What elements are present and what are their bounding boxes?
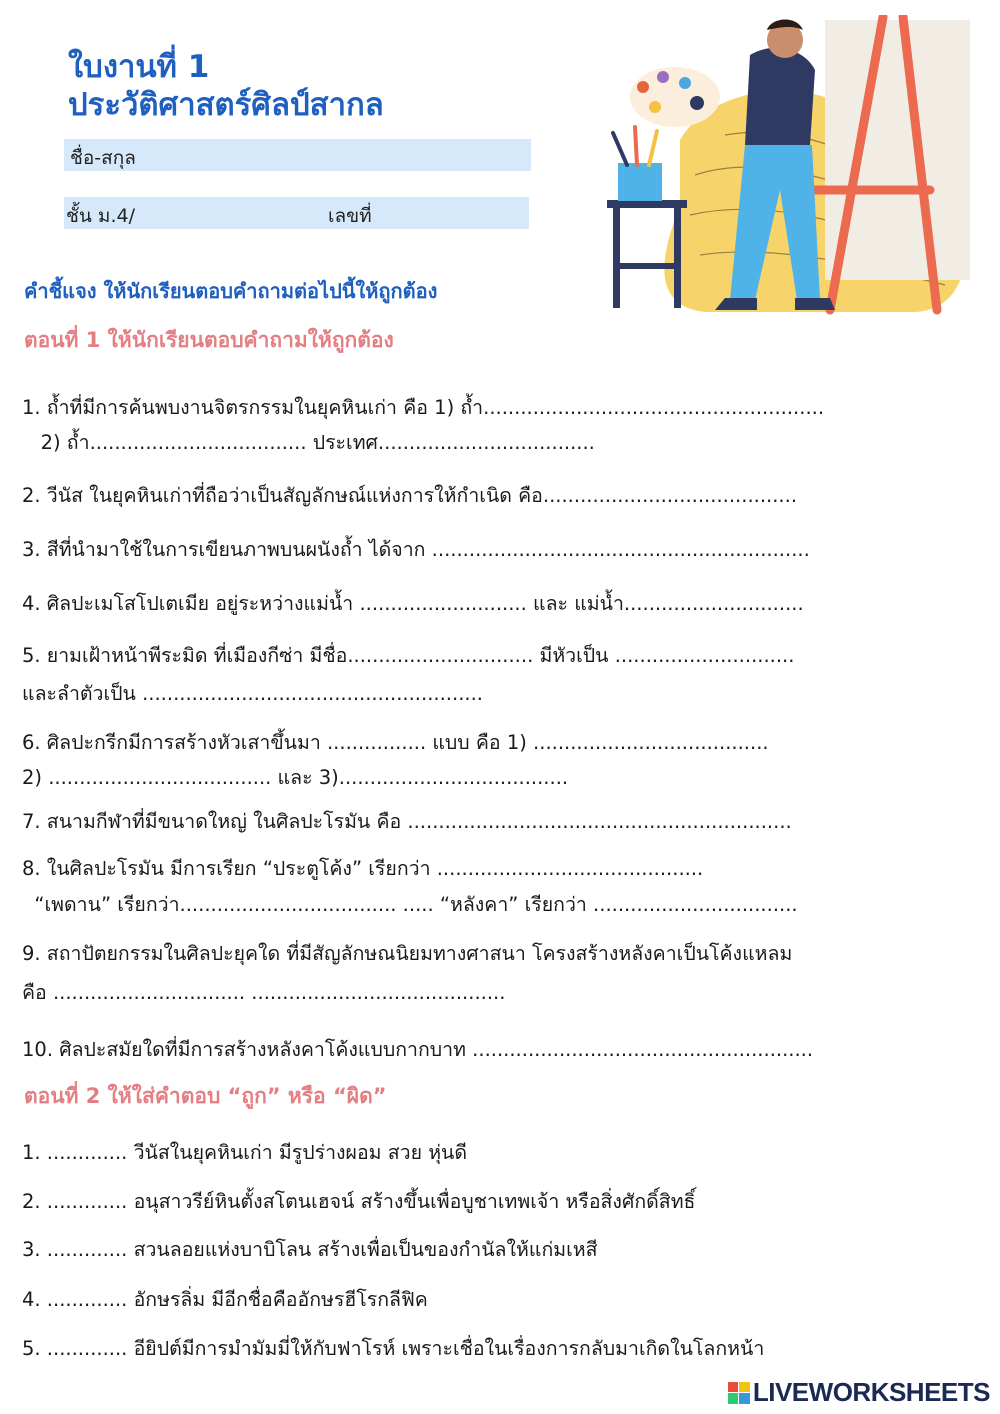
- true-false-line: 2. ............. อนุสาวรีย์หินตั้งสโตนเฮจน์ สร้างขึ้นเพื่อบูชาเทพเจ้า หรือสิ่งศักดิ์สิทธิ์: [22, 1190, 696, 1213]
- question-line: และลำตัวเป็น .......................................................: [22, 682, 483, 705]
- worksheet-title: ใบงานที่ 1: [68, 49, 210, 85]
- question-line: 7. สนามกีฬาที่มีขนาดใหญ่ ในศิลปะโรมัน คือ ..............................................................: [22, 810, 792, 833]
- number-label: เลขที่: [328, 205, 372, 227]
- class-field[interactable]: [64, 197, 529, 229]
- liveworksheets-logo: [728, 1377, 990, 1408]
- question-line: 6. ศิลปะกรีกมีการสร้างหัวเสาขึ้นมา ................ แบบ คือ 1) ......................................: [22, 731, 769, 754]
- question-line: 1. ถ้ำที่มีการค้นพบงานจิตรกรรมในยุคหินเก่า คือ 1) ถ้ำ.......................................................: [22, 396, 825, 419]
- question-line: 4. ศิลปะเมโสโปเตเมีย อยู่ระหว่างแม่น้ำ ........................... และ แม่น้ำ.............................: [22, 592, 804, 615]
- brush-cup: [618, 163, 662, 201]
- question-line: 2) ถ้ำ................................... ประเทศ...................................: [22, 431, 595, 454]
- painter-illustration: [585, 15, 970, 315]
- question-line: 3. สีที่นำมาใช้ในการเขียนภาพบนผนังถ้ำ ได้จาก .............................................................: [22, 538, 810, 561]
- question-line: 2) .................................... และ 3).....................................: [22, 766, 569, 789]
- worksheet-subtitle: ประวัติศาสตร์ศิลป์สากล: [68, 87, 384, 123]
- logo-text: LIVEWORKSHEETS: [752, 1377, 990, 1407]
- question-line: 5. ยามเฝ้าหน้าพีระมิด ที่เมืองกีซ่า มีชื่อ.............................. มีหัวเป็น .............................: [22, 644, 795, 667]
- question-line: 9. สถาปัตยกรรมในศิลปะยุคใด ที่มีสัญลักษณนิยมทางศาสนา โครงสร้างหลังคาเป็นโค้งแหลม: [22, 942, 793, 965]
- question-line: 2. วีนัส ในยุคหินเก่าที่ถือว่าเป็นสัญลักษณ์แห่งการให้กำเนิด คือ.........................................: [22, 484, 798, 507]
- logo-mark-icon: [728, 1382, 750, 1404]
- question-line: 10. ศิลปะสมัยใดที่มีการสร้างหลังคาโค้งแบบกากบาท .......................................................: [22, 1038, 814, 1061]
- true-false-line: 4. ............. อักษรลิ่ม มีอีกชื่อคืออักษรฮีโรกลีฟิค: [22, 1288, 428, 1311]
- painter-shirt: [745, 48, 815, 145]
- question-line: “เพดาน” เรียกว่า................................... ..... “หลังคา” เรียกว่า .................................: [22, 893, 798, 916]
- class-label: ชั้น ม.4/: [66, 205, 135, 227]
- name-label: ชื่อ-สกุล: [70, 147, 136, 169]
- name-field[interactable]: [64, 139, 531, 171]
- part2-title: ตอนที่ 2 ให้ใส่คำตอบ “ถูก” หรือ “ผิด”: [24, 1084, 387, 1108]
- instruction-text: คำชี้แจง ให้นักเรียนตอบคำถามต่อไปนี้ให้ถูกต้อง: [24, 279, 438, 303]
- part1-title: ตอนที่ 1 ให้นักเรียนตอบคำถามให้ถูกต้อง: [24, 328, 394, 352]
- true-false-line: 3. ............. สวนลอยแห่งบาบิโลน สร้างเพื่อเป็นของกำนัลให้แก่มเหสี: [22, 1238, 598, 1261]
- palette: [630, 67, 720, 127]
- stool: [607, 200, 687, 308]
- question-line: คือ ............................... .........................................: [22, 981, 506, 1004]
- true-false-line: 1. ............. วีนัสในยุคหินเก่า มีรูปร่างผอม สวย หุ่นดี: [22, 1141, 468, 1164]
- question-line: 8. ในศิลปะโรมัน มีการเรียก “ประตูโค้ง” เรียกว่า ...........................................: [22, 857, 704, 880]
- true-false-line: 5. ............. อียิปต์มีการมำมัมมี่ให้กับฟาโรห์ เพราะเชื่อในเรื่องการกลับมาเกิดในโลกหน้า: [22, 1337, 765, 1360]
